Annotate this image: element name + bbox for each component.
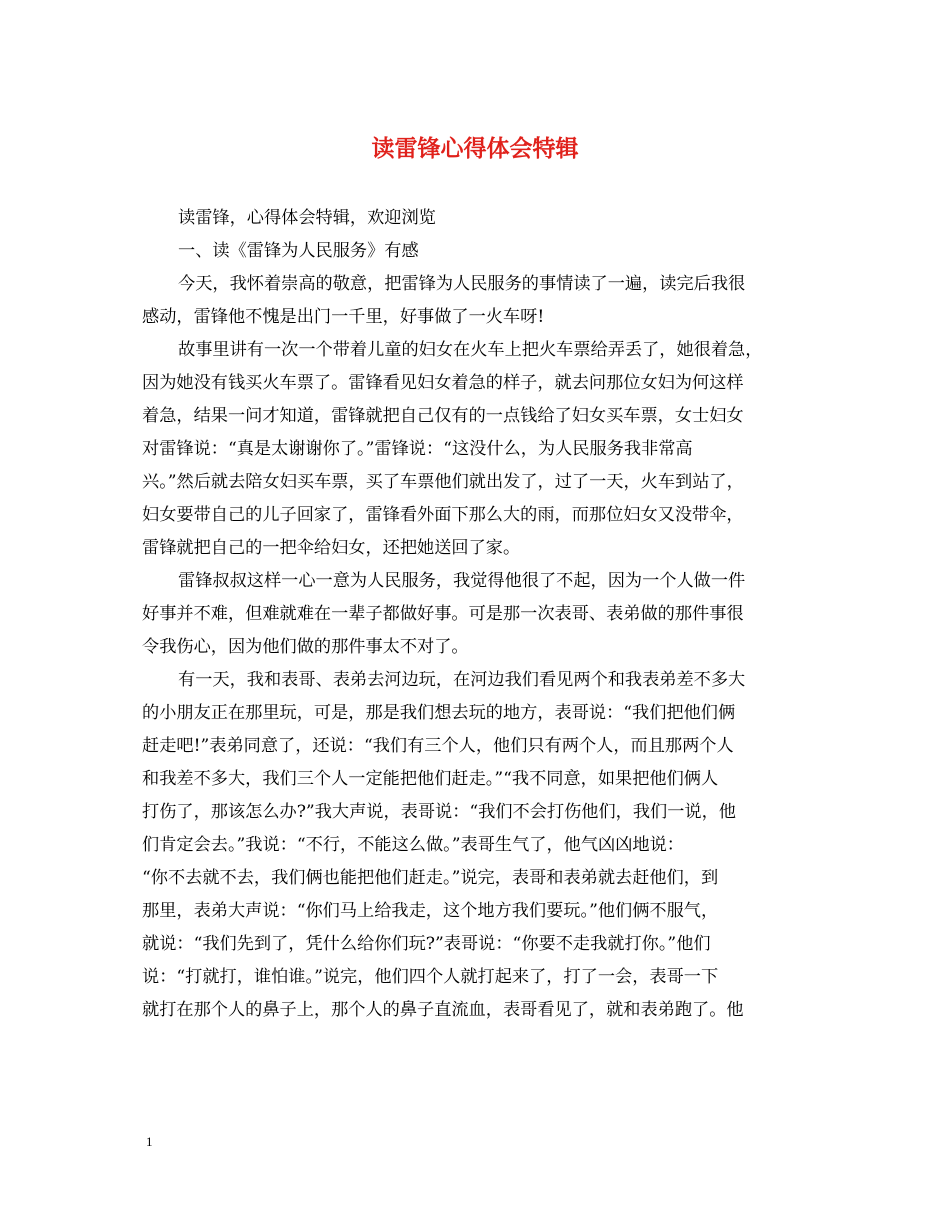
text-line: 的小朋友正在那里玩，可是，那是我们想去玩的地方，表哥说：“我们把他们俩: [142, 703, 736, 723]
text-line: “你不去就不去，我们俩也能把他们赶走。”说完，表哥和表弟就去赶他们，到: [142, 868, 719, 888]
text-line: 对雷锋说：“真是太谢谢你了。”雷锋说：“这没什么，为人民服务我非常高: [142, 439, 693, 459]
text-line: 雷锋就把自己的一把伞给妇女，还把她送回了家。: [142, 538, 521, 558]
text-line: 赶走吧!”表弟同意了，还说：“我们有三个人，他们只有两个人，而且那两个人: [142, 736, 734, 756]
text-line: 故事里讲有一次一个带着儿童的妇女在火车上把火车票给弄丢了，她很着急，: [178, 340, 763, 360]
text-line: 说：“打就打，谁怕谁。”说完，他们四个人就打起来了，打了一会，表哥一下: [142, 967, 719, 987]
document-title: 读雷锋心得体会特辑: [371, 135, 579, 162]
document-body: [142, 202, 814, 1027]
page-number: 1: [146, 1134, 153, 1149]
text-line: 妇女要带自己的儿子回家了，雷锋看外面下那么大的雨，而那位妇女又没带伞，: [142, 505, 744, 525]
text-line: 那里，表弟大声说：“你们马上给我走，这个地方我们要玩。”他们俩不服气，: [142, 901, 719, 921]
text-line: 着急，结果一问才知道，雷锋就把自己仅有的一点钱给了妇女买车票，女士妇女: [142, 406, 744, 426]
text-line: 感动，雷锋他不愧是出门一千里，好事做了一火车呀!: [142, 307, 545, 327]
text-line: 打伤了，那该怎么办?”我大声说，表哥说：“我们不会打伤他们，我们一说，他: [142, 802, 736, 822]
text-line: 今天，我怀着崇高的敬意，把雷锋为人民服务的事情读了一遍，读完后我很: [178, 274, 746, 294]
text-line: 一、读《雷锋为人民服务》有感: [178, 241, 419, 261]
text-line: 雷锋叔叔这样一心一意为人民服务，我觉得他很了不起，因为一个人做一件: [178, 571, 746, 591]
text-line: 好事并不难，但难就难在一辈子都做好事。可是那一次表哥、表弟做的那件事很: [142, 604, 744, 624]
text-line: 就说：“我们先到了，凭什么给你们玩?”表哥说：“你要不走我就打你。”他们: [142, 934, 711, 954]
text-line: 们肯定会去。”我说：“不行，不能这么做。”表哥生气了，他气凶凶地说：: [142, 835, 684, 855]
text-line: 兴。”然后就去陪女妇买车票，买了车票他们就出发了，过了一天，火车到站了，: [142, 472, 744, 492]
text-line: 因为她没有钱买火车票了。雷锋看见妇女着急的样子，就去问那位女妇为何这样: [142, 373, 744, 393]
text-line: 和我差不多大，我们三个人一定能把他们赶走。”“我不同意，如果把他们俩人: [142, 769, 719, 789]
text-line: 读雷锋，心得体会特辑，欢迎浏览: [178, 208, 436, 228]
text-line: 令我伤心，因为他们做的那件事太不对了。: [142, 637, 469, 657]
text-line: 有一天，我和表哥、表弟去河边玩，在河边我们看见两个和我表弟差不多大: [178, 670, 746, 690]
text-line: 就打在那个人的鼻子上，那个人的鼻子直流血，表哥看见了，就和表弟跑了。他: [142, 1000, 744, 1020]
